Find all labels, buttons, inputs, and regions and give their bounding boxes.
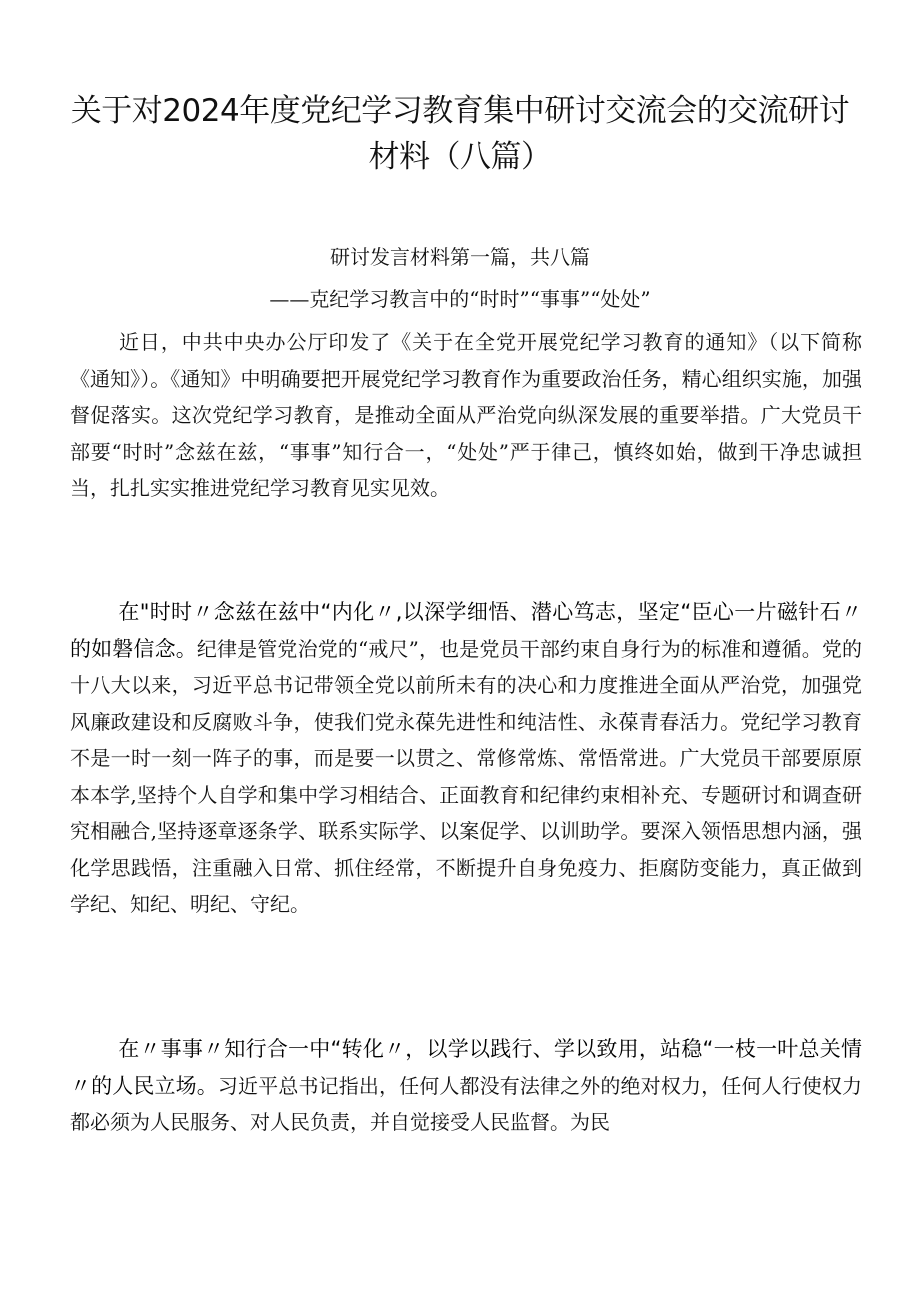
paragraph-3 bbox=[70, 1031, 862, 1141]
paragraph-2 bbox=[70, 594, 862, 923]
section-heading: 研讨发言材料第一篇，共八篇 bbox=[330, 245, 590, 269]
paragraph-1 bbox=[70, 324, 862, 507]
section-subheading: ——克纪学习教言中的“时时”“事事”“处处” bbox=[269, 287, 651, 311]
document-title: 关于对2024年度党纪学习教育集中研讨交流会的交流研讨材料（八篇） bbox=[70, 93, 850, 175]
paragraph-2-text: 纪律是管党治党的“戒尺”，也是党员干部约束自身行为的标准和遵循。党的十八大以来，习近平总书记带领全党以前所未有的决心和力度推进全面从严治党，加强党风廉政建设和反腐败斗争，使我们党永葆先进性和纯洁性、永葆青春活力。党纪学习教育不是一时一刻一阵子的事，而是要一以贯之、常修常炼、常悟常进。广大党员干部要原原本本学,坚持个人自学和集中学习相结合、正面教育和纪律约束相补充、专题研讨和调查研究相融合,坚持逐章逐条学、联系实际学、以案促学、以训助学。要深入领悟思想内涵，强化学思践悟，注重融入日常、抓住经常，不断提升自身免疫力、拒腐防变能力，真正做到学纪、知纪、明纪、守纪。 bbox=[70, 636, 863, 916]
paragraph-3-text: 习近平总书记指出，任何人都没有法律之外的绝对权力，任何人行使权力都必须为人民服务、对人民负责，并自觉接受人民监督。为民 bbox=[70, 1073, 863, 1134]
paragraph-3-lead: 在〃事事〃知行合一中“转化〃，以学以践行、学以致用，站稳“一枝一叶总关情〃的人民立场。 bbox=[70, 1037, 862, 1098]
paragraph-1-text: 近日，中共中央办公厅印发了《关于在全党开展党纪学习教育的通知》（以下简称《通知》）。《通知》中明确要把开展党纪学习教育作为重要政治任务，精心组织实施，加强督促落实。这次党纪学习教育，是推动全面从严治党向纵深发展的重要举措。广大党员干部要“时时”念兹在兹，“事事”知行合一，“处处”严于律己，慎终如始，做到干净忠诚担当，扎扎实实推进党纪学习教育见实见效。 bbox=[70, 330, 862, 500]
paragraph-2-lead: 在"时时〃念兹在兹中“内化〃,以深学细悟、潜心笃志，坚定“臣心一片磁针石〃的如磐信念。 bbox=[70, 600, 862, 661]
